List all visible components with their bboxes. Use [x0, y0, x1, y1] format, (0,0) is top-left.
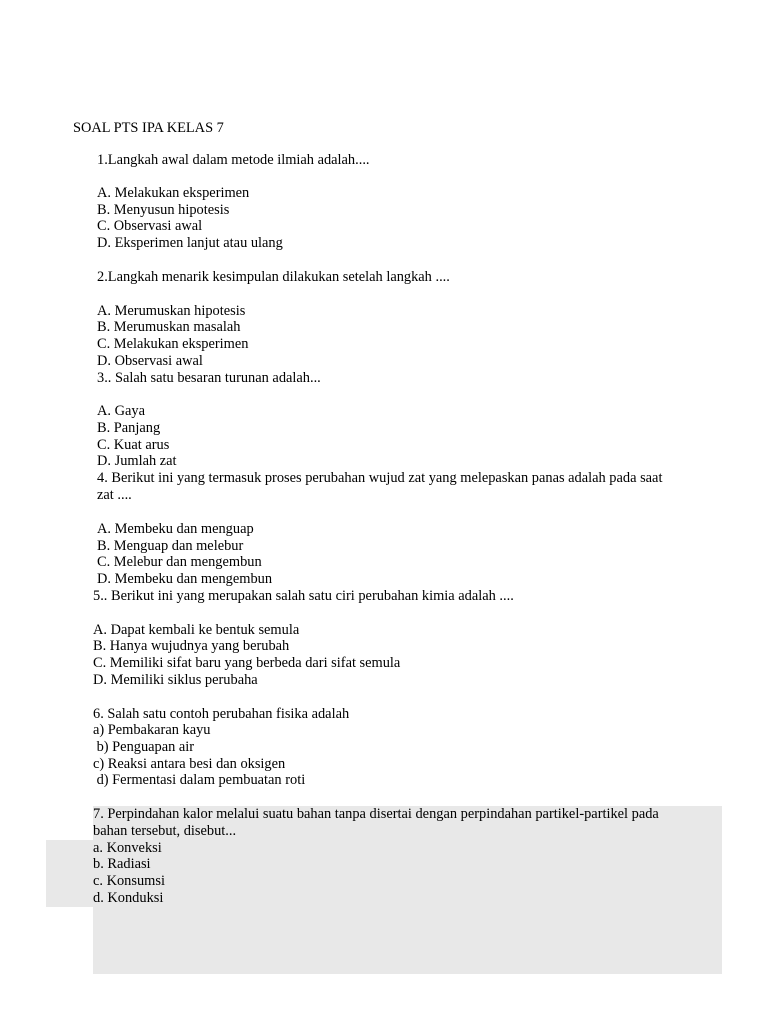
question-5-option-a: A. Dapat kembali ke bentuk semula: [93, 622, 300, 638]
question-4-text-line-2: zat ....: [97, 487, 132, 503]
question-2-option-a: A. Merumuskan hipotesis: [97, 303, 246, 319]
question-1-option-c: C. Observasi awal: [97, 218, 203, 234]
question-5-option-d: D. Memiliki siklus perubaha: [93, 672, 258, 688]
question-7-option-d: d. Konduksi: [93, 890, 164, 906]
question-4-option-d: D. Membeku dan mengembun: [97, 571, 273, 587]
question-4-option-c: C. Melebur dan mengembun: [97, 554, 262, 570]
question-1-text: 1.Langkah awal dalam metode ilmiah adalah....: [97, 152, 370, 168]
question-6-option-a: a) Pembakaran kayu: [93, 722, 211, 738]
question-6-option-d: d) Fermentasi dalam pembuatan roti: [93, 772, 306, 788]
question-6-option-b: b) Penguapan air: [93, 739, 195, 755]
highlight-block-left: [46, 840, 93, 907]
question-5-option-c: C. Memiliki sifat baru yang berbeda dari sifat semula: [93, 655, 401, 671]
question-5-option-b: B. Hanya wujudnya yang berubah: [93, 638, 290, 654]
question-4-option-a: A. Membeku dan menguap: [97, 521, 254, 537]
question-3-text: 3.. Salah satu besaran turunan adalah...: [97, 370, 321, 386]
question-1-option-d: D. Eksperimen lanjut atau ulang: [97, 235, 283, 251]
question-2-option-b: B. Merumuskan masalah: [97, 319, 241, 335]
question-7-option-c: c. Konsumsi: [93, 873, 165, 889]
question-7-option-a: a. Konveksi: [93, 840, 162, 856]
question-7-text-line-1: 7. Perpindahan kalor melalui suatu bahan tanpa disertai dengan perpindahan partikel-partikel pada: [93, 806, 659, 822]
question-2-text: 2.Langkah menarik kesimpulan dilakukan setelah langkah ....: [97, 269, 450, 285]
question-7-text-line-2: bahan tersebut, disebut...: [93, 823, 237, 839]
question-1-option-a: A. Melakukan eksperimen: [97, 185, 250, 201]
question-3-option-b: B. Panjang: [97, 420, 161, 436]
question-1-option-b: B. Menyusun hipotesis: [97, 202, 230, 218]
question-4-text-line-1: 4. Berikut ini yang termasuk proses perubahan wujud zat yang melepaskan panas adalah pada saat: [97, 470, 663, 486]
question-2-option-c: C. Melakukan eksperimen: [97, 336, 249, 352]
question-7-option-b: b. Radiasi: [93, 856, 151, 872]
question-6-text: 6. Salah satu contoh perubahan fisika adalah: [93, 706, 350, 722]
question-3-option-c: C. Kuat arus: [97, 437, 170, 453]
question-2-option-d: D. Observasi awal: [97, 353, 203, 369]
question-5-text: 5.. Berikut ini yang merupakan salah satu ciri perubahan kimia adalah ....: [93, 588, 514, 604]
question-3-option-a: A. Gaya: [97, 403, 145, 419]
question-6-option-c: c) Reaksi antara besi dan oksigen: [93, 756, 286, 772]
question-3-option-d: D. Jumlah zat: [97, 453, 177, 469]
question-4-option-b: B. Menguap dan melebur: [97, 538, 244, 554]
page-title: SOAL PTS IPA KELAS 7: [73, 120, 224, 136]
